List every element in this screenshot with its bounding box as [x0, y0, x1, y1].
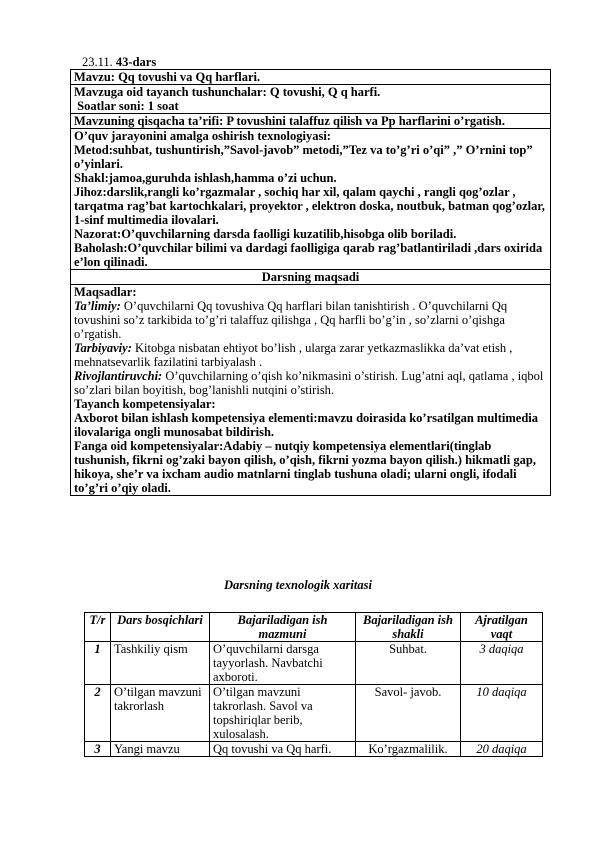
technology-cell — [71, 129, 551, 270]
plan-header-row — [85, 613, 543, 642]
upbring-label: Tarbiyaviy: — [74, 341, 132, 355]
lesson-plan-table — [84, 612, 543, 757]
row-form: Savol- javob. — [356, 685, 461, 742]
upbring-text: Kitobga nisbatan ehtiyot bo’lish , ularga zarar yetkazmaslikka da’vat etish , mehnatsevarlik fazilatini tarbiyalash . — [74, 341, 513, 369]
equipment: Jihoz:darslik,rangli ko’rgazmalar , sochiq har xil, qalam qaychi , rangli qog’ozlar , tarqatma rag’bat kartochkalari, proyektor , elektron doska, noutbuk, batman qog’ozlar, 1-sinf multimedia ilovalari. — [74, 185, 545, 227]
table-row — [85, 685, 543, 742]
dev-text: O’quvchilarning o’qish ko’nikmasini o’stirish. Lug’atni aql, qatlama , iqbol so’zlari bilan boyitish, bog’lanishli nutqini o’stirish. — [74, 369, 544, 397]
goals-heading: Darsning maqsadi — [71, 270, 551, 285]
map-title: Darsning texnologik xaritasi — [224, 578, 372, 592]
dev-label: Rivojlantiruvchi: — [74, 369, 163, 383]
control: Nazorat:O’quvchilarning darsda faolligi kuzatilib,hisobga olib boriladi. — [74, 227, 457, 241]
table-row — [85, 642, 543, 685]
edu-label: Ta’limiy: — [74, 299, 121, 313]
goals-cell — [71, 285, 551, 496]
header-stage: Dars bosqichlari — [111, 613, 210, 642]
goal-educational — [74, 299, 547, 341]
summary: Mavzuning qisqacha ta’rifi: P tovushini talaffuz qilish va Pp harflarini o’rgatish. — [71, 114, 551, 129]
concepts: Mavzuga oid tayanch tushunchalar: Q tovushi, Q q harfi. — [74, 85, 381, 99]
row-stage: Tashkiliy qism — [111, 642, 210, 685]
header-time: Ajratilgan vaqt — [461, 613, 543, 642]
lesson-date: 23.11. — [82, 55, 113, 69]
competency-info: Axborot bilan ishlash kompetensiya elementi:mavzu doirasida ko’rsatilgan multimedia ilovalariga ongli munosabat bildirish. — [74, 411, 539, 439]
competency-subject: Fanga oid kompetensiyalar:Adabiy – nutqiy kompetensiya elementlari(tinglab tushunish, fikrni og’zaki bayon qilish, o’qish, fikrni yozma bayon qilish.) hikmatli gap, hikoya, she’r va ixcham audio matnlarni tinglab tushuna oladi; ularni ongli, ifodali to’g’ri o’qiy oladi. — [74, 439, 536, 495]
hours: Soatlar soni: 1 soat — [74, 99, 179, 113]
tech-title: O’quv jarayonini amalga oshirish texnologiyasi: — [74, 129, 331, 143]
row-content: Qq tovushi va Qq harfi. — [210, 742, 356, 757]
assessment: Baholash:O’quvchilar bilimi va dardagi faolligiga qarab rag’batlantiriladi ,dars oxirida e’lon qilinadi. — [74, 241, 543, 269]
lesson-header — [82, 55, 156, 69]
lesson-number: 43-dars — [115, 55, 157, 69]
row-content: O’tilgan mavzuni takrorlash. Savol va topshiriqlar berib, xulosalash. — [210, 685, 356, 742]
header-form: Bajariladigan ish shakli — [356, 613, 461, 642]
competencies-label: Tayanch kompetensiyalar: — [74, 397, 216, 411]
row-form: Suhbat. — [356, 642, 461, 685]
row-num: 3 — [85, 742, 111, 757]
header-num: T/r — [85, 613, 111, 642]
goal-developmental — [74, 369, 547, 397]
goal-upbringing — [74, 341, 547, 369]
method: Metod:suhbat, tushuntirish,”Savol-javob” metodi,”Tez va to’g’ri o’qi” ,” O’rnini top” o’yinlari. — [74, 143, 533, 171]
concepts-cell — [71, 85, 551, 114]
row-time: 3 daqiqa — [461, 642, 543, 685]
goals-label: Maqsadlar: — [74, 285, 137, 299]
edu-text: O’quvchilarni Qq tovushiva Qq harflari bilan tanishtirish . O’quvchilarni Qq tovushini so’z tarkibida to’g’ri talaffuz qilishga , Qq harfli bo’g’in , so’zlarni o’qishga o’rgatish. — [74, 299, 508, 341]
topic: Mavzu: Qq tovushi va Qq harflari. — [71, 70, 551, 85]
row-num: 2 — [85, 685, 111, 742]
header-content: Bajariladigan ish mazmuni — [210, 613, 356, 642]
row-stage: Yangi mavzu — [111, 742, 210, 757]
row-time: 20 daqiqa — [461, 742, 543, 757]
row-form: Ko’rgazmalilik. — [356, 742, 461, 757]
row-stage: O’tilgan mavzuni takrorlash — [111, 685, 210, 742]
row-content: O’quvchilarni darsga tayyorlash. Navbatchi axboroti. — [210, 642, 356, 685]
row-num: 1 — [85, 642, 111, 685]
lesson-info-table — [70, 69, 551, 496]
form: Shakl:jamoa,guruhda ishlash,hamma o’zi uchun. — [74, 171, 337, 185]
row-time: 10 daqiqa — [461, 685, 543, 742]
table-row — [85, 742, 543, 757]
